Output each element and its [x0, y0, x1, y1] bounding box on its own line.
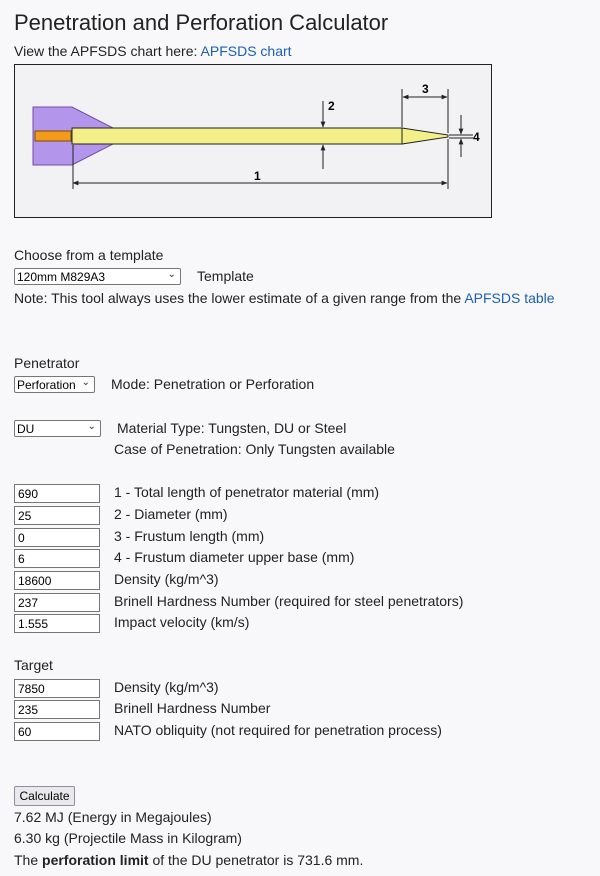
result-suffix: of the DU penetrator is 731.6 mm. — [148, 852, 364, 868]
label-2: 2 — [328, 99, 335, 113]
target-density-input[interactable] — [14, 679, 100, 698]
impact-velocity-input[interactable] — [14, 614, 100, 633]
material-note: Case of Penetration: Only Tungsten available — [114, 441, 395, 457]
penetrator-hardness-input[interactable] — [14, 593, 100, 612]
penetrator-diagram — [14, 64, 492, 218]
mode-label: Mode: Penetration or Perforation — [111, 376, 315, 392]
nato-obliquity-label: NATO obliquity (not required for penetration process) — [114, 722, 442, 738]
total-length-label: 1 - Total length of penetrator material (mm) — [114, 484, 380, 500]
penetrator-heading: Penetrator — [14, 355, 80, 371]
penetrator-density-input[interactable] — [14, 571, 100, 590]
penetrator-density-label: Density (kg/m^3) — [114, 571, 219, 587]
material-select-wrap[interactable] — [14, 420, 101, 437]
template-select-wrap[interactable] — [14, 268, 181, 285]
target-hardness-input[interactable] — [14, 700, 100, 719]
frustum-length-input[interactable] — [14, 528, 100, 547]
template-label: Template — [197, 268, 254, 284]
impact-velocity-label: Impact velocity (km/s) — [114, 614, 250, 630]
target-density-label: Density (kg/m^3) — [114, 679, 219, 695]
chart-link-line — [14, 43, 292, 59]
template-note — [14, 290, 555, 306]
template-heading: Choose from a template — [14, 247, 164, 263]
template-note-text: Note: This tool always uses the lower estimate of a given range from the — [14, 290, 465, 306]
frustum-length-label: 3 - Frustum length (mm) — [114, 528, 265, 544]
mass-result: 6.30 kg (Projectile Mass in Kilogram) — [14, 830, 242, 846]
material-select[interactable] — [14, 420, 101, 437]
calculate-button[interactable]: Calculate — [14, 786, 75, 806]
result-bold: perforation limit — [42, 852, 149, 868]
chevron-down-icon: ⌄ — [87, 421, 96, 432]
nato-obliquity-input[interactable] — [14, 722, 100, 741]
energy-result: 7.62 MJ (Energy in Megajoules) — [14, 809, 212, 825]
chevron-down-icon: ⌄ — [81, 377, 90, 388]
label-4: 4 — [473, 130, 480, 144]
chart-link-prefix: View the APFSDS chart here: — [14, 43, 201, 59]
perforation-result — [14, 852, 363, 868]
frustum-diameter-label: 4 - Frustum diameter upper base (mm) — [114, 549, 355, 565]
slug-core — [35, 131, 71, 141]
chevron-down-icon: ⌄ — [167, 269, 176, 280]
penetrator-hardness-label: Brinell Hardness Number (required for steel penetrators) — [114, 593, 464, 609]
apfsds-table-link[interactable]: APFSDS table — [464, 290, 555, 306]
penetrator-rod — [72, 128, 402, 144]
frustum-nose — [402, 128, 448, 144]
diameter-label: 2 - Diameter (mm) — [114, 506, 228, 522]
page-title: Penetration and Perforation Calculator — [14, 10, 389, 35]
result-prefix: The — [14, 852, 43, 868]
total-length-input[interactable] — [14, 484, 100, 503]
material-label: Material Type: Tungsten, DU or Steel — [117, 420, 347, 436]
apfsds-chart-link[interactable]: APFSDS chart — [200, 43, 292, 59]
mode-select[interactable] — [14, 376, 95, 393]
template-select[interactable] — [14, 268, 181, 285]
target-hardness-label: Brinell Hardness Number — [114, 700, 271, 716]
target-heading: Target — [14, 657, 53, 673]
penetrator-diagram-svg — [15, 65, 491, 217]
frustum-diameter-input[interactable] — [14, 549, 100, 568]
label-3: 3 — [422, 82, 429, 96]
label-1: 1 — [254, 169, 261, 183]
diameter-input[interactable] — [14, 506, 100, 525]
mode-select-wrap[interactable] — [14, 376, 95, 393]
